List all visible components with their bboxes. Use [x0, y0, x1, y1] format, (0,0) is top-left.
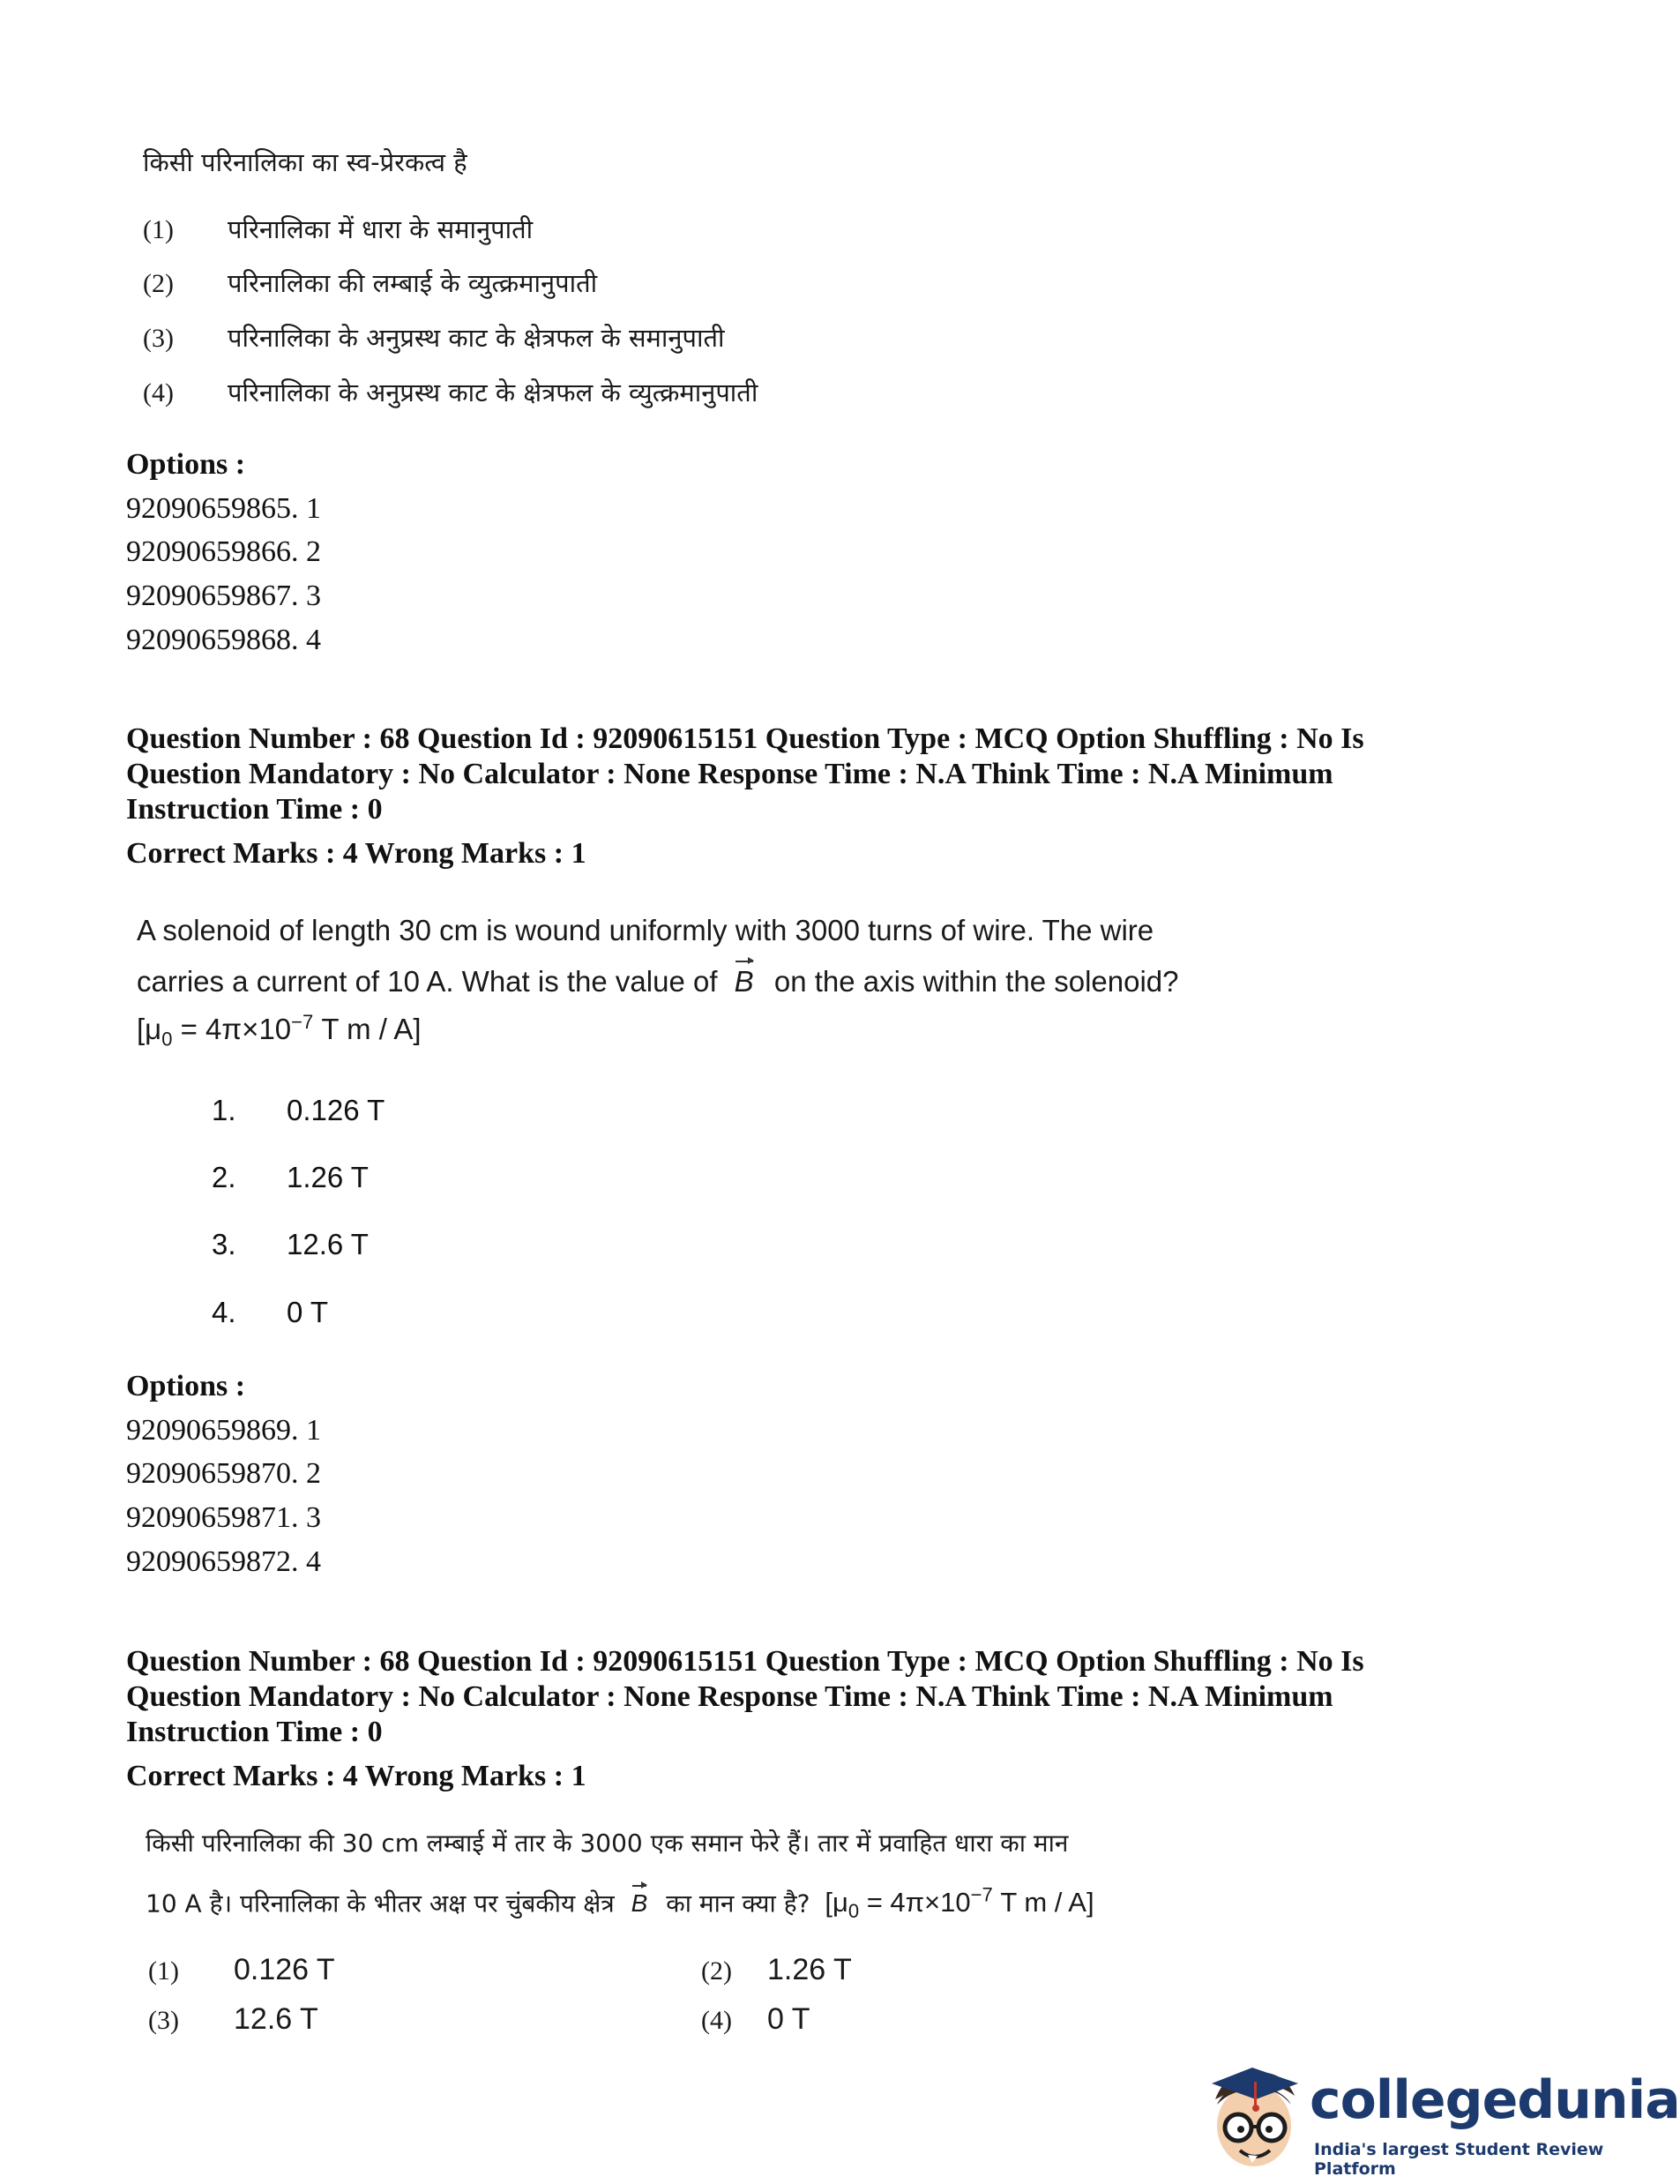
physical-constant	[137, 1011, 422, 1051]
logo-tagline: India's largest Student Review Platform	[1314, 2140, 1604, 2179]
question-text-line: किसी परिनालिका की 30 cm लम्बाई में तार के 3000 एक समान फेरे हैं। तार में प्रवाहित धारा का मान	[146, 1829, 1069, 1858]
question-meta	[126, 1644, 1502, 1750]
choice-number: (1)	[148, 1956, 179, 1986]
choice-number: 1.	[212, 1094, 236, 1126]
option-id-line: 92090659869. 1	[126, 1414, 321, 1447]
choice-number: 2.	[212, 1161, 236, 1193]
marks-line: Correct Marks : 4 Wrong Marks : 1	[126, 1760, 586, 1792]
option-id-line: 92090659872. 4	[126, 1545, 321, 1578]
collegedunia-logo	[1199, 2064, 1680, 2179]
constant-superscript: −7	[970, 1884, 993, 1906]
option-id-line: 92090659865. 1	[126, 492, 321, 525]
choice-number: (1)	[143, 215, 174, 244]
option-id-line: 92090659870. 2	[126, 1457, 321, 1490]
vector-b-symbol: B	[734, 965, 754, 998]
choice-number: 4.	[212, 1296, 236, 1328]
meta-line: Question Mandatory : No Calculator : None Response Time : N.A Think Time : N.A Minimum	[126, 1680, 1333, 1713]
choice-text: 12.6 T	[287, 1228, 369, 1260]
choice-number: 3.	[212, 1228, 236, 1260]
question-hindi-text: किसी परिनालिका का स्व-प्रेरकत्व है	[143, 147, 467, 177]
question-text-line: A solenoid of length 30 cm is wound uniformly with 3000 turns of wire. The wire	[137, 914, 1154, 946]
meta-line: Question Mandatory : No Calculator : None Response Time : N.A Think Time : N.A Minimum	[126, 758, 1333, 790]
question-text: 10 A है। परिनालिका के भीतर अक्ष पर चुंबकीय क्षेत्र	[146, 1889, 615, 1918]
question-text-line	[137, 965, 1179, 999]
option-id-line: 92090659867. 3	[126, 580, 321, 612]
meta-line: Instruction Time : 0	[126, 1716, 383, 1748]
choice-text: 1.26 T	[287, 1161, 369, 1193]
choice-text: 0.126 T	[287, 1094, 385, 1126]
physical-constant	[825, 1884, 1094, 1923]
choice-text: 0.126 T	[234, 1953, 335, 1986]
logo-wordmark: collegedunia	[1310, 2069, 1680, 2131]
question-text: on the axis within the solenoid?	[773, 965, 1179, 998]
option-id-line: 92090659866. 2	[126, 535, 321, 568]
choice-number: (3)	[148, 2006, 179, 2035]
constant-part: T m / A]	[992, 1887, 1094, 1918]
marks-line: Correct Marks : 4 Wrong Marks : 1	[126, 837, 586, 870]
question-text-line	[146, 1884, 1094, 1924]
constant-part: = 4π×10	[859, 1887, 971, 1918]
constant-subscript: 0	[847, 1900, 860, 1923]
choice-text: परिनालिका के अनुप्रस्थ काट के क्षेत्रफल के समानुपाती	[228, 323, 725, 353]
meta-line: Question Number : 68 Question Id : 92090615151 Question Type : MCQ Option Shuffling : No Is	[126, 1645, 1364, 1678]
question-text: का मान क्या है?	[666, 1889, 810, 1918]
constant-part: [μ	[137, 1013, 162, 1045]
vector-b-symbol: B	[631, 1889, 648, 1918]
choice-text: 0 T	[287, 1296, 329, 1328]
choice-number: (2)	[143, 269, 174, 298]
choice-text: परिनालिका में धारा के समानुपाती	[228, 214, 534, 244]
constant-subscript: 0	[161, 1028, 173, 1051]
constant-part: [μ	[825, 1887, 848, 1918]
choice-text: 12.6 T	[234, 2002, 318, 2036]
options-label: Options :	[126, 448, 246, 481]
question-text: carries a current of 10 A. What is the value of	[137, 965, 718, 998]
choice-number: (4)	[701, 2006, 732, 2035]
options-label: Options :	[126, 1370, 246, 1402]
choice-number: (3)	[143, 324, 174, 353]
meta-line: Instruction Time : 0	[126, 793, 383, 826]
option-id-line: 92090659868. 4	[126, 624, 321, 656]
option-id-line: 92090659871. 3	[126, 1501, 321, 1534]
constant-part: = 4π×10	[172, 1013, 292, 1045]
choice-number: (2)	[701, 1956, 732, 1986]
mascot-icon	[1199, 2064, 1314, 2174]
choice-text: 1.26 T	[767, 1953, 852, 1986]
question-meta	[126, 722, 1502, 827]
constant-part: T m / A]	[313, 1013, 422, 1045]
choice-text: 0 T	[767, 2002, 810, 2036]
choice-text: परिनालिका के अनुप्रस्थ काट के क्षेत्रफल के व्युत्क्रमानुपाती	[228, 378, 758, 408]
constant-superscript: −7	[291, 1011, 314, 1033]
choice-number: (4)	[143, 378, 174, 408]
meta-line: Question Number : 68 Question Id : 92090615151 Question Type : MCQ Option Shuffling : No Is	[126, 722, 1364, 755]
choice-text: परिनालिका की लम्बाई के व्युत्क्रमानुपाती	[228, 268, 598, 298]
